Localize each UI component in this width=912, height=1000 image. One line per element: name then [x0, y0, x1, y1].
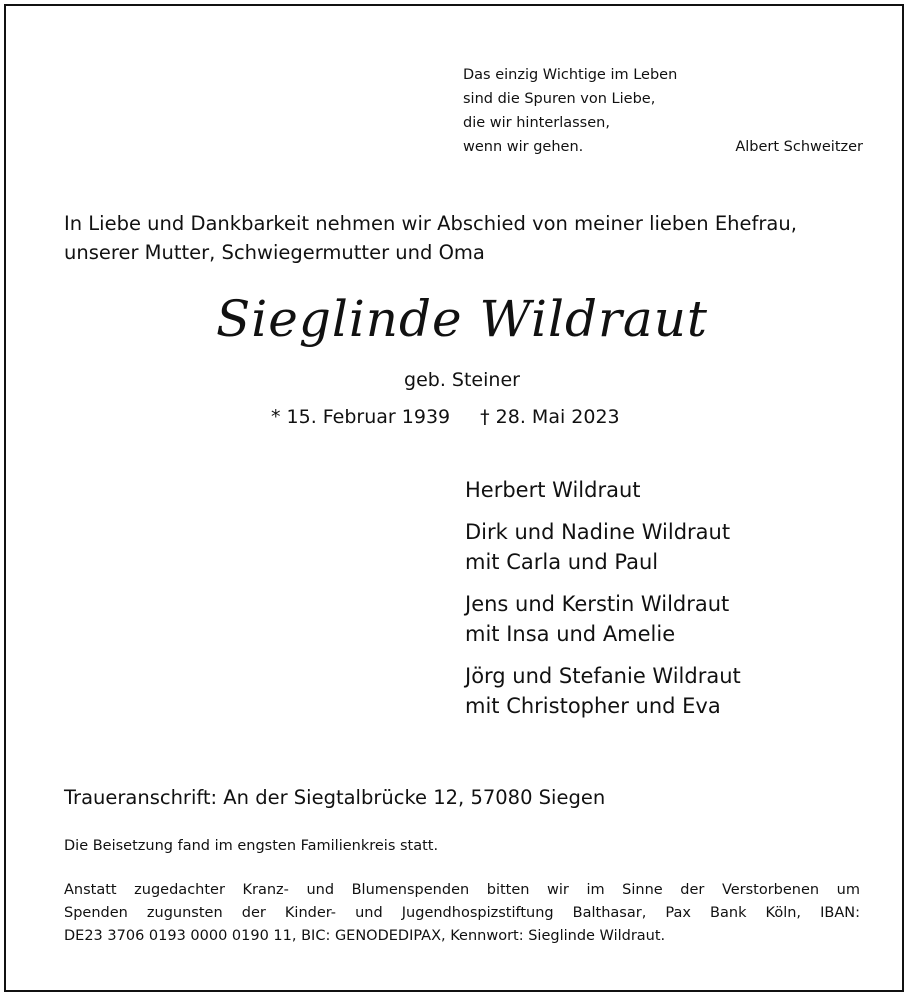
quote-line: Das einzig Wichtige im Leben [463, 67, 678, 83]
donation-line: Anstatt zugedachter Kranz- und Blumenspenden bitten wir im Sinne der Verstorbenen um [64, 882, 860, 898]
quote-line: die wir hinterlassen, [463, 115, 610, 131]
life-dates [271, 403, 620, 431]
born-name: geb. Steiner [404, 369, 520, 391]
family-group [465, 589, 885, 649]
intro-text [64, 209, 864, 267]
family-group [465, 661, 885, 721]
family-line: Jörg und Stefanie Wildraut [465, 664, 741, 688]
donation-line: DE23 3706 0193 0000 0190 11, BIC: GENODEDIPAX, Kennwort: Sieglinde Wildraut. [64, 928, 666, 944]
quote-author: Albert Schweitzer [735, 139, 863, 155]
family-list [465, 475, 885, 733]
notice-frame [4, 4, 904, 992]
family-line: mit Insa und Amelie [465, 622, 676, 646]
death-date: † 28. Mai 2023 [480, 406, 620, 428]
family-line: Jens und Kerstin Wildraut [465, 592, 730, 616]
family-line: Herbert Wildraut [465, 478, 641, 502]
deceased-name: Sieglinde Wildraut [215, 290, 709, 348]
intro-line: unserer Mutter, Schwiegermutter und Oma [64, 241, 485, 264]
family-line: mit Carla und Paul [465, 550, 659, 574]
quote-line: sind die Spuren von Liebe, [463, 91, 656, 107]
donation-line: Spenden zugunsten der Kinder- und Jugendhospizstiftung Balthasar, Pax Bank Köln, IBAN: [64, 905, 860, 921]
quote-line: wenn wir gehen. [463, 139, 584, 155]
family-group [465, 475, 885, 505]
family-line: Dirk und Nadine Wildraut [465, 520, 731, 544]
mourning-address: Traueranschrift: An der Siegtalbrücke 12, 57080 Siegen [64, 786, 606, 809]
birth-date: * 15. Februar 1939 [271, 406, 451, 428]
family-group [465, 517, 885, 577]
quote-block [463, 63, 863, 159]
donation-note [64, 879, 860, 948]
family-line: mit Christopher und Eva [465, 694, 721, 718]
burial-note: Die Beisetzung fand im engsten Familienkreis statt. [64, 838, 439, 854]
intro-line: In Liebe und Dankbarkeit nehmen wir Abschied von meiner lieben Ehefrau, [64, 212, 797, 235]
